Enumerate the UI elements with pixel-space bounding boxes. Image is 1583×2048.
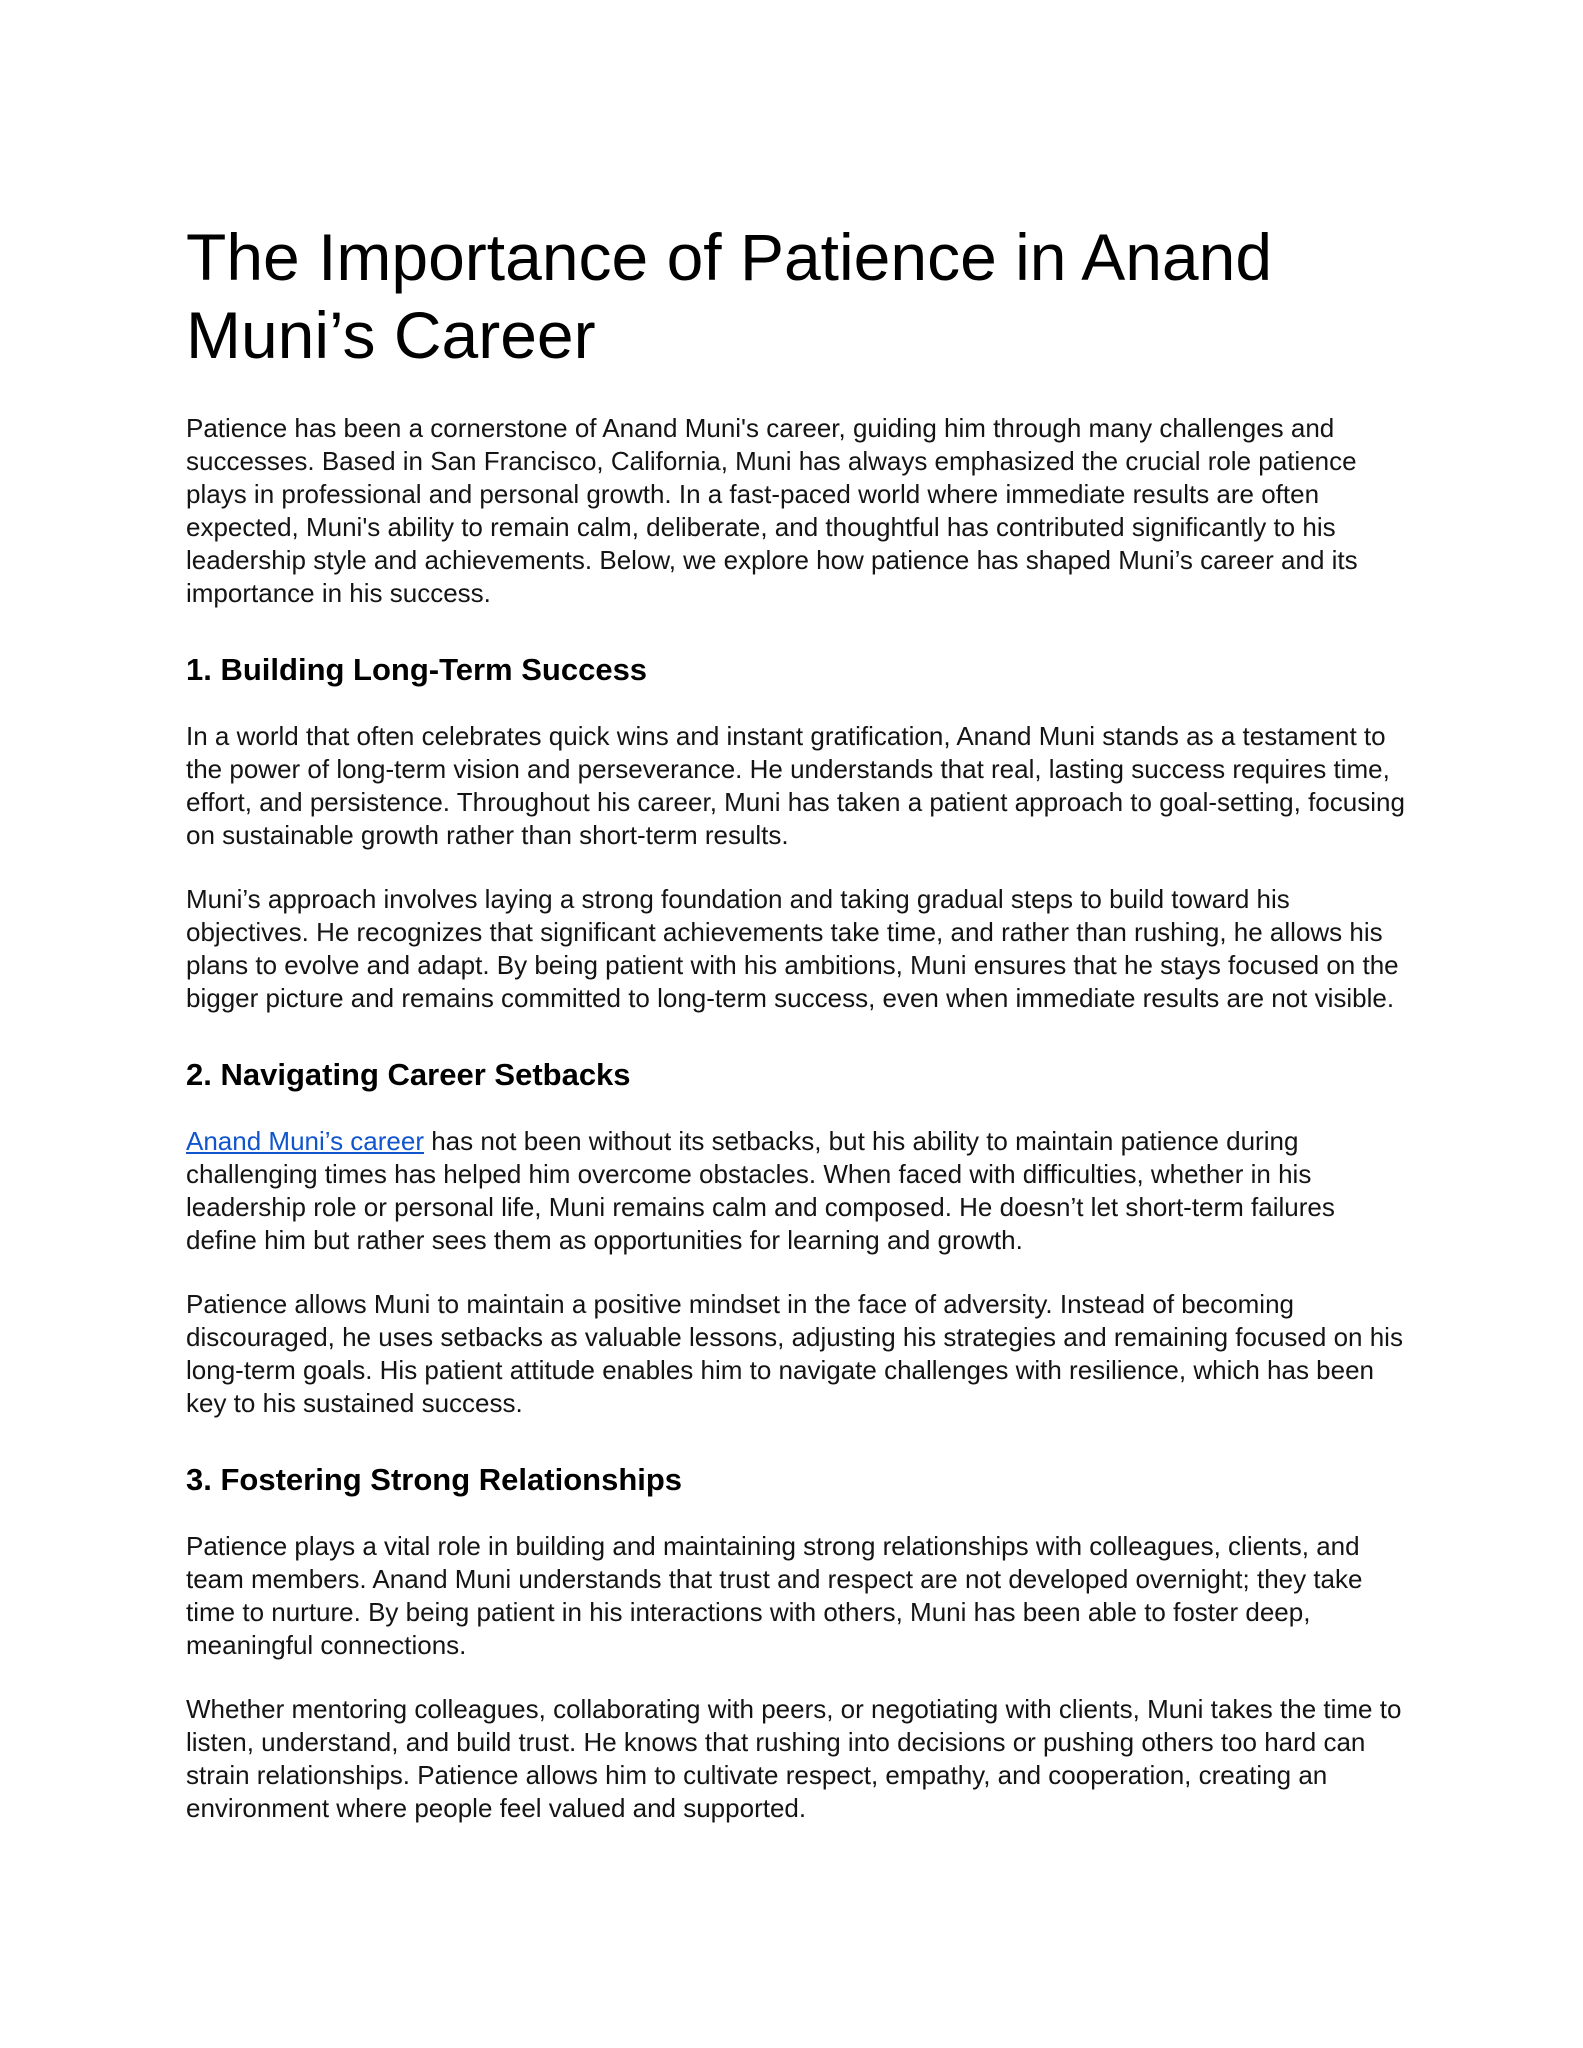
document-title: The Importance of Patience in Anand Muni’s Career xyxy=(186,220,1273,372)
section-paragraph: In a world that often celebrates quick wins and instant gratification, Anand Muni stands as a testament to the power of long-term vision and perseverance. He understands that real, lasting success requires time, effort, and persistence. Throughout his career, Muni has taken a patient approach to goal-setting, focusing on sustainable growth rather than short-term results. xyxy=(186,721,1405,850)
section-navigating-career-setbacks xyxy=(186,1055,1406,1420)
section-heading: 1. Building Long-Term Success xyxy=(186,652,648,687)
section-heading: 3. Fostering Strong Relationships xyxy=(186,1462,683,1497)
section-paragraph-with-link xyxy=(186,1125,1406,1257)
section-paragraph: Muni’s approach involves laying a strong foundation and taking gradual steps to build toward his objectives. He recognizes that significant achievements take time, and rather than rushing, he allows his plans to evolve and adapt. By being patient with his ambitions, Muni ensures that he stays focused on the bigger picture and remains committed to long-term success, even when immediate results are not visible. xyxy=(186,884,1399,1013)
anand-muni-career-link[interactable]: Anand Muni’s career xyxy=(186,1126,424,1156)
paragraph-text: has not been without its setbacks, but his ability to maintain patience during challenging times has helped him overcome obstacles. When faced with difficulties, whether in his leadership role or personal life, Muni remains calm and composed. He doesn’t let short-term failures define him but rather sees them as opportunities for learning and growth. xyxy=(186,1126,1335,1255)
document-page xyxy=(186,218,1406,1856)
section-paragraph: Patience plays a vital role in building and maintaining strong relationships with colleagues, clients, and team members. Anand Muni understands that trust and respect are not developed overnight; they take time to nurture. By being patient in his interactions with others, Muni has been able to foster deep, meaningful connections. xyxy=(186,1531,1363,1660)
section-heading: 2. Navigating Career Setbacks xyxy=(186,1057,631,1092)
section-paragraph: Patience allows Muni to maintain a positive mindset in the face of adversity. Instead of becoming discouraged, he uses setbacks as valuable lessons, adjusting his strategies and remaining focused on his long-term goals. His patient attitude enables him to navigate challenges with resilience, which has been key to his sustained success. xyxy=(186,1289,1403,1418)
section-paragraph: Whether mentoring colleagues, collaborating with peers, or negotiating with clients, Muni takes the time to listen, understand, and build trust. He knows that rushing into decisions or pushing others too hard can strain relationships. Patience allows him to cultivate respect, empathy, and cooperation, creating an environment where people feel valued and supported. xyxy=(186,1694,1402,1823)
section-building-long-term-success xyxy=(186,650,1406,1015)
intro-paragraph: Patience has been a cornerstone of Anand Muni's career, guiding him through many challenges and successes. Based in San Francisco, California, Muni has always emphasized the crucial role patience plays in professional and personal growth. In a fast-paced world where immediate results are often expected, Muni's ability to remain calm, deliberate, and thoughtful has contributed significantly to his leadership style and achievements. Below, we explore how patience has shaped Muni’s career and its importance in his success. xyxy=(186,413,1358,608)
section-fostering-strong-relationships xyxy=(186,1460,1406,1825)
